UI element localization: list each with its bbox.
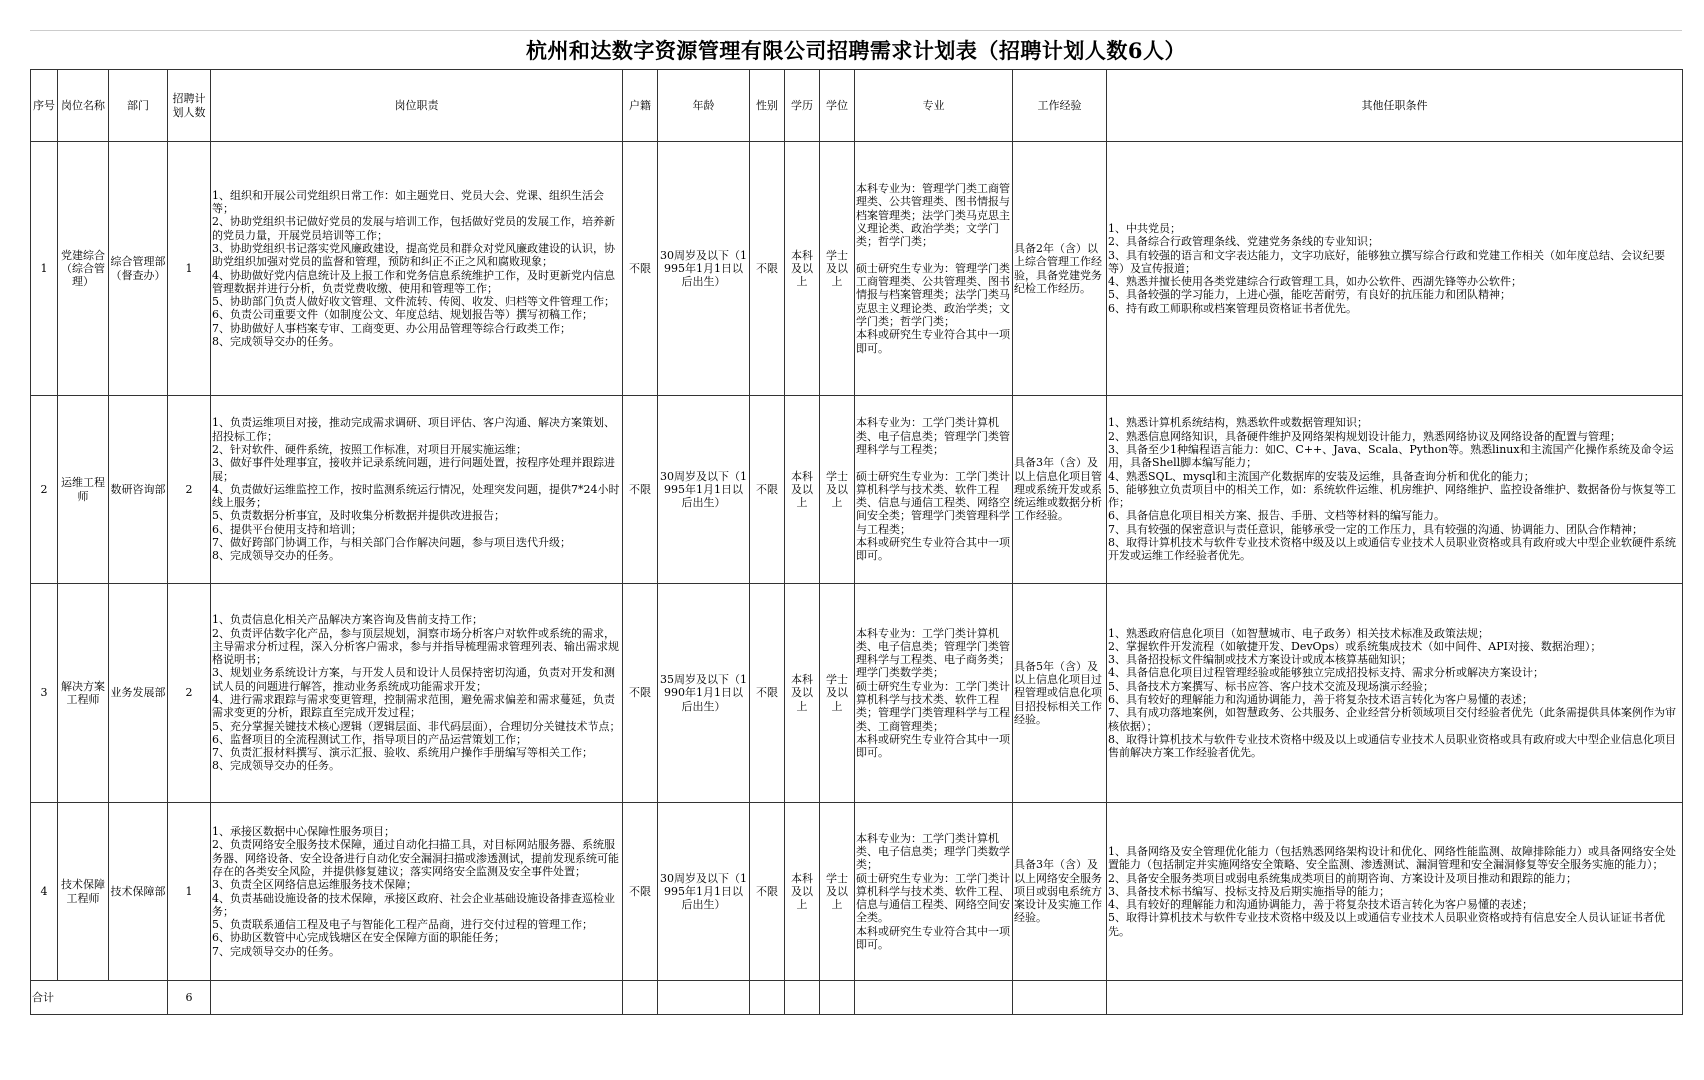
major-cell-line: 硕士研究生专业为：工学门类计算机科学与技术类、软件工程类；管理学门类管理科学与工程类、工商管理类； <box>856 679 1010 733</box>
other-requirements-cell-line: 5、具备技术方案撰写、标书应答、客户技术交流及现场演示经验； <box>1108 679 1434 693</box>
duties-cell <box>211 396 623 584</box>
major-cell-line: 本科或研究生专业符合其中一项即可。 <box>856 328 1010 355</box>
other-requirements-cell-line: 5、取得计算机技术与软件专业技术资格中级及以上或通信专业技术人员职业资格或持有信息安全人员认证证书者优先。 <box>1108 911 1665 938</box>
other-requirements-cell <box>1107 396 1683 584</box>
experience-cell: 具备2年（含）以上综合管理工作经验，具备党建党务纪检工作经历。 <box>1013 142 1107 396</box>
other-requirements-cell <box>1107 142 1683 396</box>
duties-cell-line: 8、完成领导交办的任务。 <box>212 334 340 348</box>
empty-cell <box>211 981 623 1015</box>
department: 技术保障部 <box>109 803 168 981</box>
other-requirements-cell-line: 1、具备网络及安全管理优化能力（包括熟悉网络架构设计和优化、网络性能监测、故障排除能力）或具备网络安全处置能力（包括制定并实施网络安全策略、安全监测、渗透测试、漏洞管理和安全漏洞修复等安全服务实施的能力）； <box>1108 844 1676 872</box>
row-number: 2 <box>31 396 58 584</box>
degree-cell: 学士及以上 <box>820 396 855 584</box>
other-requirements-cell <box>1107 803 1683 981</box>
total-row <box>31 981 1683 1015</box>
other-requirements-cell-line: 4、具备信息化项目过程管理经验或能够独立完成招投标支持、需求分析或解决方案设计； <box>1108 666 1544 680</box>
other-requirements-cell-line: 2、掌握软件开发流程（如敏捷开发、DevOps）或系统集成技术（如中间件、API对接、数据治理）； <box>1108 639 1602 653</box>
other-requirements-cell-line: 4、熟悉并擅长使用各类党建综合行政管理工具，如办公软件、西湖先锋等办公软件； <box>1108 275 1522 289</box>
hukou-cell: 不限 <box>623 396 658 584</box>
education-cell: 本科及以上 <box>785 142 820 396</box>
hukou-cell: 不限 <box>623 584 658 803</box>
other-requirements-cell-line: 2、具备综合行政管理条线、党建党务条线的专业知识； <box>1108 235 1379 249</box>
department: 业务发展部 <box>109 584 168 803</box>
gender-cell: 不限 <box>750 584 785 803</box>
gender-cell: 不限 <box>750 142 785 396</box>
recruitment-sheet <box>30 30 1682 1015</box>
header-cell: 性别 <box>750 70 785 142</box>
other-requirements-cell-line: 6、持有政工师职称或档案管理员资格证书者优先。 <box>1108 301 1357 315</box>
other-requirements-cell-line: 1、中共党员； <box>1108 221 1181 235</box>
duties-cell-line: 4、进行需求跟踪与需求变更管理，控制需求范围，避免需求偏差和需求蔓延，负责需求变更的分析，跟踪直至完成开发过程； <box>212 693 615 720</box>
duties-cell-line: 8、完成领导交办的任务。 <box>212 549 340 563</box>
header-cell: 专业 <box>855 70 1013 142</box>
table-row <box>31 396 1683 584</box>
duties-cell-line: 6、监督项目的全流程测试工作，指导项目的产品运营策划工作； <box>212 732 527 746</box>
header-cell: 其他任职条件 <box>1107 70 1683 142</box>
duties-cell-line: 2、负责网络安全服务技术保障，通过自动化扫描工具，对目标网站服务器、系统服务器、网络设备、安全设备进行自动化安全漏洞扫描或渗透测试，提前发现系统可能存在的各类安全风险，并提供修复建议；落实网络安全监测及安全事件处置； <box>212 838 619 878</box>
duties-cell-line: 8、完成领导交办的任务。 <box>212 759 340 773</box>
row-number: 1 <box>31 142 58 396</box>
major-cell <box>855 396 1013 584</box>
other-requirements-cell-line: 2、熟悉信息网络知识，具备硬件维护及网络架构规划设计能力，熟悉网络协议及网络设备的配置与管理； <box>1108 429 1621 443</box>
other-requirements-cell-line: 4、熟悉SQL、mysql和主流国产化数据库的安装及运维，具备查询分析和优化的能力； <box>1108 469 1535 483</box>
major-cell-line: 本科专业为：工学门类计算机类、电子信息类；管理学门类管理科学与工程类； <box>856 416 1010 456</box>
other-requirements-cell-line: 1、熟悉政府信息化项目（如智慧城市、电子政务）相关技术标准及政策法规； <box>1108 626 1489 640</box>
header-cell: 户籍 <box>623 70 658 142</box>
experience-cell: 具备5年（含）及以上信息化项目过程管理或信息化项目招投标相关工作经验。 <box>1013 584 1107 803</box>
duties-cell-line: 5、协助部门负责人做好收文管理、文件流转、传阅、收发、归档等文件管理工作； <box>212 295 615 309</box>
duties-cell-line: 1、负责信息化相关产品解决方案咨询及售前支持工作； <box>212 613 483 627</box>
row-number: 3 <box>31 584 58 803</box>
header-cell: 招聘计划人数 <box>168 70 211 142</box>
planned-count: 1 <box>168 142 211 396</box>
degree-cell: 学士及以上 <box>820 142 855 396</box>
major-cell-line: 本科或研究生专业符合其中一项即可。 <box>856 536 1010 563</box>
empty-cell <box>1107 981 1683 1015</box>
age-cell: 35周岁及以下（1990年1月1日以后出生） <box>658 584 750 803</box>
gender-cell: 不限 <box>750 803 785 981</box>
degree-cell: 学士及以上 <box>820 584 855 803</box>
duties-cell-line: 3、负责全区网络信息运维服务技术保障； <box>212 878 417 892</box>
planned-count: 2 <box>168 396 211 584</box>
table-body <box>31 142 1683 1015</box>
duties-cell-line: 7、协助做好人事档案专审、工商变更、办公用品管理等综合行政类工作； <box>212 321 571 335</box>
major-cell <box>855 584 1013 803</box>
other-requirements-cell-line: 3、具有较强的语言和文字表达能力，文字功底好，能够独立撰写综合行政和党建工作相关（如年度总结、会议纪要等）及宣传报道； <box>1108 248 1665 275</box>
duties-cell-line: 4、协助做好党内信息统计及上报工作和党务信息系统维护工作，及时更新党内信息管理数据并进行分析，负责党费收缴、使用和管理等工作； <box>212 268 615 295</box>
header-cell: 部门 <box>109 70 168 142</box>
other-requirements-cell <box>1107 584 1683 803</box>
age-cell: 30周岁及以下（1995年1月1日以后出生） <box>658 396 750 584</box>
education-cell: 本科及以上 <box>785 803 820 981</box>
department: 数研咨询部 <box>109 396 168 584</box>
table-row <box>31 142 1683 396</box>
empty-cell <box>658 981 750 1015</box>
sheet-title: 杭州和达数字资源管理有限公司招聘需求计划表（招聘计划人数6人） <box>30 30 1682 69</box>
degree-cell: 学士及以上 <box>820 803 855 981</box>
header-cell: 学位 <box>820 70 855 142</box>
experience-cell: 具备3年（含）及以上网络安全服务项目或弱电系统方案设计及实施工作经验。 <box>1013 803 1107 981</box>
recruitment-table <box>30 69 1683 1015</box>
duties-cell-line: 6、协助区数管中心完成钱塘区在安全保障方面的职能任务； <box>212 931 505 945</box>
duties-cell-line: 5、负责数据分析事宜，及时收集分析数据并提供改进报告； <box>212 509 505 523</box>
duties-cell <box>211 584 623 803</box>
department: 综合管理部（督查办） <box>109 142 168 396</box>
major-cell-line: 硕士研究生专业为：工学门类计算机科学与技术类、软件工程、信息与通信工程类、网络空间安全类。 <box>856 871 1010 925</box>
duties-cell-line: 1、负责运维项目对接，推动完成需求调研、项目评估、客户沟通、解决方案策划、招投标工作； <box>212 416 615 443</box>
header-cell: 年龄 <box>658 70 750 142</box>
major-cell-line: 本科或研究生专业符合其中一项即可。 <box>856 732 1010 760</box>
duties-cell-line: 4、负责基础设施设备的技术保障，承接区政府、社会企业基础设施设备排查巡检业务； <box>212 891 615 918</box>
duties-cell-line: 2、针对软件、硬件系统，按照工作标准，对项目开展实施运维； <box>212 442 527 456</box>
duties-cell-line: 6、提供平台使用支持和培训； <box>212 522 362 536</box>
duties-cell-line: 1、组织和开展公司党组织日常工作：如主题党日、党员大会、党课、组织生活会等； <box>212 188 604 216</box>
major-cell-line: 本科或研究生专业符合其中一项即可。 <box>856 924 1010 952</box>
duties-cell-line: 5、充分掌握关键技术核心逻辑（逻辑层面、非代码层面），合理切分关键技术节点； <box>212 719 621 733</box>
empty-cell <box>820 981 855 1015</box>
major-cell-line: 本科专业为：工学门类计算机类、电子信息类；理学门类数学类； <box>856 831 1010 872</box>
education-cell: 本科及以上 <box>785 584 820 803</box>
major-cell-line: 硕士研究生专业为：管理学门类工商管理类、公共管理类、图书情报与档案管理类；法学门类马克思主义理论类、政治学类；文学门类；哲学门类； <box>856 261 1010 329</box>
other-requirements-cell-line: 7、具有较强的保密意识与责任意识，能够承受一定的工作压力，具有较强的沟通、协调能力、团队合作精神； <box>1108 522 1643 536</box>
empty-cell <box>785 981 820 1015</box>
empty-cell <box>1013 981 1107 1015</box>
other-requirements-cell-line: 3、具备至少1种编程语言能力：如C、C++、Java、Scala、Python等。熟悉linux和主流国产化操作系统及命令运用，具备Shell脚本编写能力； <box>1108 442 1674 470</box>
duties-cell-line: 3、协助党组织书记落实党风廉政建设，提高党员和群众对党风廉政建设的认识，协助党组织加强对党员的监督和管理，预防和纠正不正之风和腐败现象； <box>212 241 615 269</box>
total-count: 6 <box>168 981 211 1015</box>
duties-cell-line: 3、规划业务系统设计方案，与开发人员和设计人员保持密切沟通，负责对开发和测试人员的问题进行解答，推动业务系统成功能需求开发； <box>212 666 615 693</box>
major-cell-line: 本科专业为：管理学门类工商管理类、公共管理类、图书情报与档案管理类；法学门类马克思主义理论类、政治学类；文学门类；哲学门类； <box>856 182 1010 249</box>
major-cell-line <box>856 456 1011 469</box>
position-name: 技术保障工程师 <box>58 803 109 981</box>
major-cell <box>855 803 1013 981</box>
planned-count: 2 <box>168 584 211 803</box>
position-name: 解决方案工程师 <box>58 584 109 803</box>
position-name: 党建综合（综合管理） <box>58 142 109 396</box>
age-cell: 30周岁及以下（1995年1月1日以后出生） <box>658 142 750 396</box>
duties-cell-line: 6、负责公司重要文件（如制度公文、年度总结、规划报告等）撰写初稿工作； <box>212 308 593 322</box>
position-name: 运维工程师 <box>58 396 109 584</box>
other-requirements-cell-line: 7、具有成功落地案例，如智慧政务、公共服务、企业经营分析领域项目交付经验者优先（此条需提供具体案例作为审核依据）； <box>1108 706 1676 733</box>
other-requirements-cell-line: 6、具有较好的理解能力和沟通协调能力，善于将复杂技术语言转化为客户易懂的表述； <box>1108 693 1533 706</box>
other-requirements-cell-line: 5、能够独立负责项目中的相关工作，如：系统软件运维、机房维护、网络维护、监控设备维护、数据备份与恢复等工作； <box>1108 482 1676 510</box>
duties-cell-line: 7、完成领导交办的任务。 <box>212 944 340 958</box>
table-row <box>31 584 1683 803</box>
duties-cell-line: 2、协助党组织书记做好党员的发展与培训工作，包括做好党员的发展工作，培养新的党员力量，开展党员培训等工作； <box>212 215 615 242</box>
major-cell <box>855 142 1013 396</box>
age-cell: 30周岁及以下（1995年1月1日以后出生） <box>658 803 750 981</box>
duties-cell <box>211 142 623 396</box>
other-requirements-cell-line: 8、取得计算机技术与软件专业技术资格中级及以上或通信专业技术人员职业资格或具有政府或大中型企业信息化项目售前解决方案工作经验者优先。 <box>1108 732 1676 760</box>
other-requirements-cell-line: 1、熟悉计算机系统结构，熟悉软件或数据管理知识； <box>1108 416 1368 430</box>
duties-cell-line: 5、负责联系通信工程及电子与智能化工程产品商，进行交付过程的管理工作； <box>212 918 593 932</box>
table-header-row <box>31 70 1683 142</box>
duties-cell-line: 7、做好跨部门协调工作，与相关部门合作解决问题，参与项目迭代升级； <box>212 536 571 550</box>
hukou-cell: 不限 <box>623 142 658 396</box>
education-cell: 本科及以上 <box>785 396 820 584</box>
duties-cell <box>211 803 623 981</box>
duties-cell-line: 3、做好事件处理事宜，接收并记录系统问题，进行问题处置，按程序处理并跟踪进展； <box>212 456 615 483</box>
other-requirements-cell-line: 5、具备较强的学习能力，上进心强，能吃苦耐劳，有良好的抗压能力和团队精神； <box>1108 288 1511 302</box>
other-requirements-cell-line: 6、具备信息化项目相关方案、报告、手册、文档等材料的编写能力。 <box>1108 509 1445 523</box>
other-requirements-cell-line: 3、具备技术标书编写、投标支持及后期实施指导的能力； <box>1108 884 1390 898</box>
header-cell: 学历 <box>785 70 820 142</box>
row-number: 4 <box>31 803 58 981</box>
table-row <box>31 803 1683 981</box>
planned-count: 1 <box>168 803 211 981</box>
major-cell-line <box>856 249 1011 262</box>
major-cell-line: 硕士研究生专业为：工学门类计算机科学与技术类、软件工程类、信息与通信工程类、网络空间安全类；管理学门类管理科学与工程类； <box>856 469 1010 536</box>
other-requirements-cell-line: 8、取得计算机技术与软件专业技术资格中级及以上或通信专业技术人员职业资格或具有政府或大中型企业软硬件系统开发或运维工作经验者优先。 <box>1108 536 1676 563</box>
header-cell: 岗位职责 <box>211 70 623 142</box>
header-cell: 序号 <box>31 70 58 142</box>
duties-cell-line: 7、负责汇报材料撰写、演示汇报、验收、系统用户操作手册编写等相关工作； <box>212 746 593 760</box>
gender-cell: 不限 <box>750 396 785 584</box>
empty-cell <box>623 981 658 1015</box>
header-cell: 工作经验 <box>1013 70 1107 142</box>
duties-cell-line: 1、承接区数据中心保障性服务项目； <box>212 825 395 839</box>
duties-cell-line: 4、负责做好运维监控工作，按时监测系统运行情况，处理突发问题，提供7*24小时线上服务； <box>212 482 620 510</box>
other-requirements-cell-line: 4、具有较好的理解能力和沟通协调能力，善于将复杂技术语言转化为客户易懂的表述； <box>1108 898 1533 912</box>
header-cell: 岗位名称 <box>58 70 109 142</box>
empty-cell <box>750 981 785 1015</box>
hukou-cell: 不限 <box>623 803 658 981</box>
duties-cell-line: 2、负责评估数字化产品，参与顶层规划，洞察市场分析客户对软件或系统的需求，主导需求分析过程，深入分析客户需求，参与并指导梳理需求管理列表、输出需求规格说明书； <box>212 626 619 667</box>
total-label: 合计 <box>31 981 168 1015</box>
other-requirements-cell-line: 2、具备安全服务类项目或弱电系统集成类项目的前期咨询、方案设计及项目推动和跟踪的能力； <box>1108 871 1577 885</box>
other-requirements-cell-line: 3、具备招投标文件编制或技术方案设计或成本核算基础知识； <box>1108 653 1412 667</box>
empty-cell <box>855 981 1013 1015</box>
experience-cell: 具备3年（含）及以上信息化项目管理或系统开发或系统运维或数据分析工作经验。 <box>1013 396 1107 584</box>
major-cell-line: 本科专业为：工学门类计算机类、电子信息类；管理学门类管理科学与工程类、电子商务类；理学门类数学类； <box>856 626 1010 680</box>
